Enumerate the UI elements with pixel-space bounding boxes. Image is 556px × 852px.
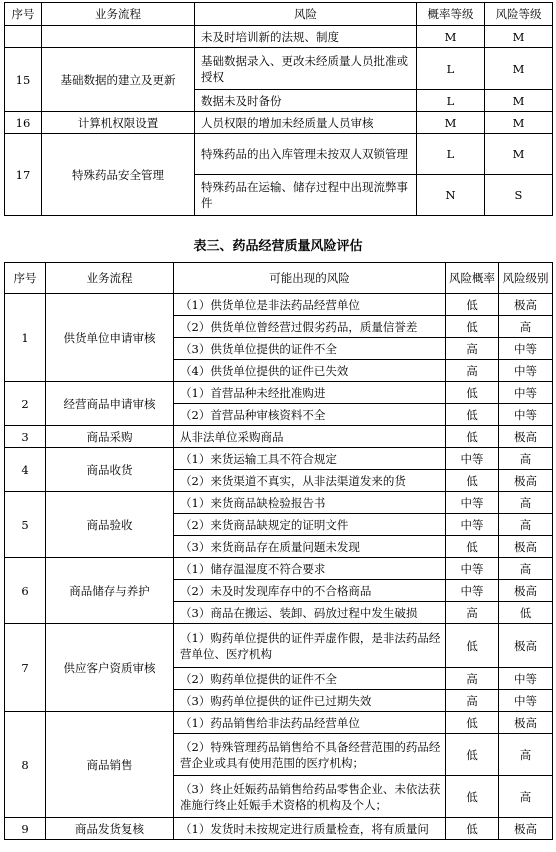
cell-risk: （3）终止妊娠药品销售给药品零售企业、未依法获准施行终止妊娠手术资格的机构及个人； [174,776,446,818]
table-row [5,112,553,134]
cell-no [5,26,42,48]
header-risk: 可能出现的风险 [174,263,446,294]
cell-process: 供应客户资质审核 [46,624,174,712]
header-level: 风险等级 [485,3,553,26]
cell-risk: （1）发货时未按规定进行质量检查，将有质量问 [174,818,446,840]
table-row [5,26,553,48]
cell-risk: 特殊药品在运输、储存过程中出现流弊事件 [195,175,417,216]
cell-no: 3 [5,426,46,448]
cell-risk: 特殊药品的出入库管理未按双人双锁管理 [195,134,417,175]
cell-risk: （1）购药单位提供的证件弄虚作假，是非法药品经营单位、医疗机构 [174,624,446,668]
cell-process: 商品销售 [46,712,174,818]
cell-level: 高 [499,514,553,536]
cell-prob: 高 [446,360,499,382]
header-prob: 概率等级 [417,3,485,26]
table-row [5,624,553,668]
cell-no: 1 [5,294,46,382]
cell-risk: （1）储存温湿度不符合要求 [174,558,446,580]
cell-level: 极高 [499,536,553,558]
cell-risk: （1）药品销售给非法药品经营单位 [174,712,446,734]
cell-risk: （2）首营品种审核资料不全 [174,404,446,426]
table-row [5,558,553,580]
cell-process: 商品采购 [46,426,174,448]
header-no: 序号 [5,3,42,26]
cell-prob: L [417,134,485,175]
table-title: 表三、药品经营质量风险评估 [193,239,363,254]
cell-risk: （1）来货运输工具不符合规定 [174,448,446,470]
table-row [5,426,553,448]
table-body [5,263,553,840]
cell-level: 高 [499,492,553,514]
cell-level: 中等 [499,382,553,404]
header-risk: 风险 [195,3,417,26]
cell-process: 商品验收 [46,492,174,558]
cell-no: 5 [5,492,46,558]
cell-risk: （3）来货商品存在质量问题未发现 [174,536,446,558]
cell-risk: 数据未及时备份 [195,90,417,112]
cell-risk: （1）首营品种未经批准购进 [174,382,446,404]
cell-prob: 中等 [446,492,499,514]
cell-prob: N [417,175,485,216]
cell-risk: （2）未及时发现库存中的不合格商品 [174,580,446,602]
cell-risk: （3）商品在搬运、装卸、码放过程中发生破损 [174,602,446,624]
cell-risk: （3）购药单位提供的证件已过期失效 [174,690,446,712]
cell-risk: （1）供货单位是非法药品经营单位 [174,294,446,316]
cell-prob: 高 [446,602,499,624]
cell-level: M [485,48,553,90]
cell-no: 15 [5,48,42,112]
cell-level: 极高 [499,580,553,602]
cell-prob: 高 [446,668,499,690]
cell-level: 极高 [499,624,553,668]
cell-no: 8 [5,712,46,818]
cell-process: 基础数据的建立及更新 [42,48,195,112]
cell-level: M [485,90,553,112]
cell-level: 中等 [499,404,553,426]
cell-level: 中等 [499,668,553,690]
cell-risk: 从非法单位采购商品 [174,426,446,448]
cell-prob: 低 [446,316,499,338]
cell-level: M [485,134,553,175]
header-prob: 风险概率 [446,263,499,294]
cell-no: 6 [5,558,46,624]
cell-prob: L [417,48,485,90]
cell-risk: 人员权限的增加未经质量人员审核 [195,112,417,134]
cell-level: M [485,26,553,48]
cell-level: 高 [499,776,553,818]
table-row [5,492,553,514]
cell-process: 商品收货 [46,448,174,492]
table-row [5,134,553,175]
cell-process: 特殊药品安全管理 [42,134,195,216]
cell-prob: 低 [446,404,499,426]
cell-prob: 中等 [446,514,499,536]
table-row [5,382,553,404]
cell-prob: 低 [446,426,499,448]
cell-risk: （2）来货渠道不真实，从非法渠道发来的货 [174,470,446,492]
cell-level: 中等 [499,338,553,360]
cell-level: M [485,112,553,134]
cell-prob: 低 [446,776,499,818]
cell-prob: 低 [446,734,499,776]
table-row [5,294,553,316]
cell-risk: 未及时培训新的法规、制度 [195,26,417,48]
table-header-row [5,263,553,294]
cell-prob: 低 [446,712,499,734]
cell-prob: L [417,90,485,112]
table-row [5,818,553,840]
header-process: 业务流程 [46,263,174,294]
cell-process: 商品发货复核 [46,818,174,840]
cell-prob: 低 [446,624,499,668]
table-system-risks [4,2,553,216]
cell-process: 商品储存与养护 [46,558,174,624]
cell-level: 极高 [499,712,553,734]
cell-no: 2 [5,382,46,426]
cell-risk: （1）来货商品缺检验报告书 [174,492,446,514]
cell-prob: M [417,112,485,134]
cell-process: 经营商品申请审核 [46,382,174,426]
cell-prob: 低 [446,382,499,404]
cell-prob: 中等 [446,448,499,470]
header-level: 风险级别 [499,263,553,294]
cell-prob: 高 [446,338,499,360]
table-row [5,712,553,734]
table-quality-risks [4,262,553,840]
cell-level: 低 [499,602,553,624]
cell-level: 极高 [499,294,553,316]
cell-prob: 低 [446,470,499,492]
cell-level: 高 [499,448,553,470]
cell-level: 高 [499,558,553,580]
cell-process: 计算机权限设置 [42,112,195,134]
cell-risk: （2）供货单位曾经营过假劣药品，质量信誉差 [174,316,446,338]
cell-prob: 中等 [446,580,499,602]
cell-no: 4 [5,448,46,492]
header-process: 业务流程 [42,3,195,26]
cell-prob: 低 [446,536,499,558]
cell-process [42,26,195,48]
cell-prob: 低 [446,294,499,316]
cell-no: 9 [5,818,46,840]
cell-no: 7 [5,624,46,712]
cell-risk: 基础数据录入、更改未经质量人员批准或授权 [195,48,417,90]
cell-level: 极高 [499,818,553,840]
cell-no: 17 [5,134,42,216]
cell-risk: （2）购药单位提供的证件不全 [174,668,446,690]
cell-level: 极高 [499,426,553,448]
cell-prob: 中等 [446,558,499,580]
cell-risk: （2）来货商品缺规定的证明文件 [174,514,446,536]
header-no: 序号 [5,263,46,294]
table-header-row [5,3,553,26]
cell-prob: M [417,26,485,48]
cell-no: 16 [5,112,42,134]
cell-risk: （3）供货单位提供的证件不全 [174,338,446,360]
cell-level: 中等 [499,360,553,382]
cell-level: S [485,175,553,216]
cell-process: 供货单位申请审核 [46,294,174,382]
cell-level: 极高 [499,470,553,492]
table-row [5,48,553,90]
cell-prob: 高 [446,690,499,712]
table-row [5,448,553,470]
cell-risk: （2）特殊管理药品销售给不具备经营范围的药品经营企业或具有使用范围的医疗机构； [174,734,446,776]
cell-risk: （4）供货单位提供的证件已失效 [174,360,446,382]
cell-level: 中等 [499,690,553,712]
cell-level: 高 [499,734,553,776]
cell-prob: 低 [446,818,499,840]
cell-level: 高 [499,316,553,338]
